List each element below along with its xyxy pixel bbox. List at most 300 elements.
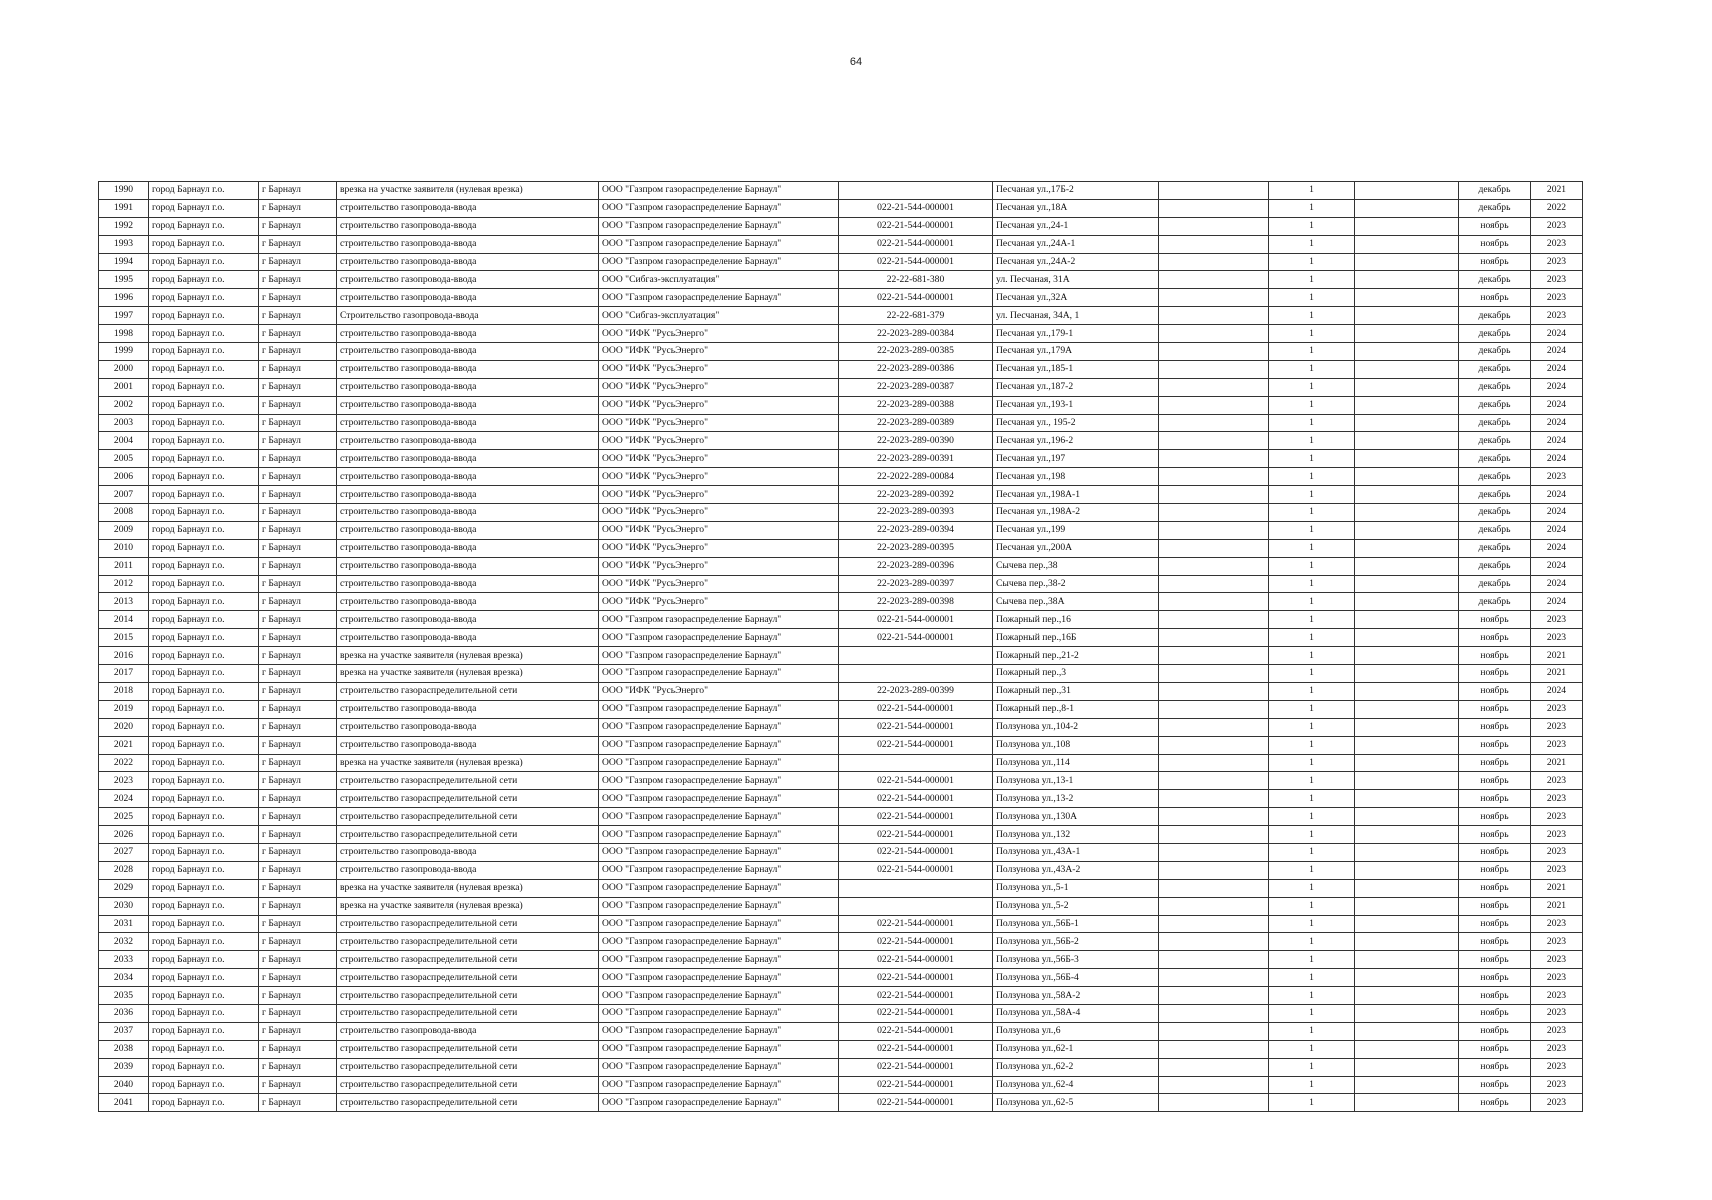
license-number-cell: 22-2023-289-00384 xyxy=(839,325,993,343)
license-number-cell xyxy=(839,879,993,897)
license-number-cell: 022-21-544-000001 xyxy=(839,718,993,736)
license-number-cell: 22-2023-289-00391 xyxy=(839,450,993,468)
empty-cell-cell xyxy=(1159,1094,1269,1112)
year-cell: 2023 xyxy=(1531,1076,1583,1094)
table-row xyxy=(99,557,1583,575)
settlement-cell: г Барнаул xyxy=(259,593,337,611)
work-type-cell: строительство газораспределительной сети xyxy=(337,987,599,1005)
address-cell: Песчаная ул.,24А-2 xyxy=(993,253,1159,271)
settlement-cell: г Барнаул xyxy=(259,486,337,504)
address-cell: Ползунова ул.,130А xyxy=(993,808,1159,826)
year-cell: 2023 xyxy=(1531,611,1583,629)
license-number-cell: 22-2023-289-00396 xyxy=(839,557,993,575)
license-number-cell: 22-22-681-380 xyxy=(839,271,993,289)
work-type-cell: строительство газопровода-ввода xyxy=(337,325,599,343)
municipality-cell: город Барнаул г.о. xyxy=(149,307,259,325)
empty-cell-cell xyxy=(1355,736,1459,754)
month-cell: ноябрь xyxy=(1459,843,1531,861)
row-number-cell: 2017 xyxy=(99,665,149,683)
settlement-cell: г Барнаул xyxy=(259,468,337,486)
work-type-cell: Строительство газопровода-ввода xyxy=(337,307,599,325)
organization-cell: ООО "ИФК "РусьЭнерго" xyxy=(599,593,839,611)
quantity-cell: 1 xyxy=(1269,736,1355,754)
quantity-cell: 1 xyxy=(1269,790,1355,808)
work-type-cell: строительство газопровода-ввода xyxy=(337,736,599,754)
settlement-cell: г Барнаул xyxy=(259,307,337,325)
month-cell: ноябрь xyxy=(1459,253,1531,271)
empty-cell-cell xyxy=(1355,790,1459,808)
year-cell: 2024 xyxy=(1531,486,1583,504)
year-cell: 2024 xyxy=(1531,593,1583,611)
license-number-cell: 022-21-544-000001 xyxy=(839,700,993,718)
work-type-cell: строительство газораспределительной сети xyxy=(337,1076,599,1094)
address-cell: Ползунова ул.,5-1 xyxy=(993,879,1159,897)
settlement-cell: г Барнаул xyxy=(259,861,337,879)
license-number-cell: 022-21-544-000001 xyxy=(839,1076,993,1094)
organization-cell: ООО "ИФК "РусьЭнерго" xyxy=(599,486,839,504)
organization-cell: ООО "ИФК "РусьЭнерго" xyxy=(599,468,839,486)
empty-cell-cell xyxy=(1355,1076,1459,1094)
municipality-cell: город Барнаул г.о. xyxy=(149,396,259,414)
table-row xyxy=(99,772,1583,790)
work-type-cell: строительство газопровода-ввода xyxy=(337,271,599,289)
quantity-cell: 1 xyxy=(1269,772,1355,790)
work-type-cell: строительство газопровода-ввода xyxy=(337,217,599,235)
work-type-cell: строительство газопровода-ввода xyxy=(337,199,599,217)
municipality-cell: город Барнаул г.о. xyxy=(149,772,259,790)
license-number-cell: 022-21-544-000001 xyxy=(839,772,993,790)
year-cell: 2023 xyxy=(1531,987,1583,1005)
address-cell: Песчаная ул.,24-1 xyxy=(993,217,1159,235)
municipality-cell: город Барнаул г.о. xyxy=(149,915,259,933)
municipality-cell: город Барнаул г.о. xyxy=(149,325,259,343)
address-cell: Песчаная ул.,18А xyxy=(993,199,1159,217)
license-number-cell: 022-21-544-000001 xyxy=(839,611,993,629)
settlement-cell: г Барнаул xyxy=(259,826,337,844)
row-number-cell: 2041 xyxy=(99,1094,149,1112)
quantity-cell: 1 xyxy=(1269,468,1355,486)
work-type-cell: строительство газопровода-ввода xyxy=(337,432,599,450)
municipality-cell: город Барнаул г.о. xyxy=(149,575,259,593)
empty-cell-cell xyxy=(1355,539,1459,557)
empty-cell-cell xyxy=(1355,593,1459,611)
table-row xyxy=(99,504,1583,522)
work-type-cell: строительство газопровода-ввода xyxy=(337,557,599,575)
address-cell: ул. Песчаная, 31А xyxy=(993,271,1159,289)
address-cell: Песчаная ул.,17Б-2 xyxy=(993,182,1159,200)
empty-cell-cell xyxy=(1159,1004,1269,1022)
municipality-cell: город Барнаул г.о. xyxy=(149,843,259,861)
row-number-cell: 2029 xyxy=(99,879,149,897)
address-cell: Пожарный пер.,16 xyxy=(993,611,1159,629)
year-cell: 2023 xyxy=(1531,790,1583,808)
month-cell: декабрь xyxy=(1459,307,1531,325)
quantity-cell: 1 xyxy=(1269,951,1355,969)
organization-cell: ООО "Газпром газораспределение Барнаул" xyxy=(599,700,839,718)
month-cell: ноябрь xyxy=(1459,951,1531,969)
empty-cell-cell xyxy=(1159,772,1269,790)
empty-cell-cell xyxy=(1159,217,1269,235)
row-number-cell: 2034 xyxy=(99,969,149,987)
empty-cell-cell xyxy=(1159,360,1269,378)
month-cell: ноябрь xyxy=(1459,987,1531,1005)
organization-cell: ООО "Сибгаз-эксплуатация" xyxy=(599,307,839,325)
license-number-cell: 022-21-544-000001 xyxy=(839,1040,993,1058)
row-number-cell: 2019 xyxy=(99,700,149,718)
organization-cell: ООО "Газпром газораспределение Барнаул" xyxy=(599,969,839,987)
quantity-cell: 1 xyxy=(1269,557,1355,575)
table-row xyxy=(99,182,1583,200)
table-row xyxy=(99,271,1583,289)
table-row xyxy=(99,575,1583,593)
settlement-cell: г Барнаул xyxy=(259,987,337,1005)
settlement-cell: г Барнаул xyxy=(259,969,337,987)
settlement-cell: г Барнаул xyxy=(259,414,337,432)
settlement-cell: г Барнаул xyxy=(259,897,337,915)
settlement-cell: г Барнаул xyxy=(259,665,337,683)
empty-cell-cell xyxy=(1159,826,1269,844)
organization-cell: ООО "Газпром газораспределение Барнаул" xyxy=(599,1076,839,1094)
municipality-cell: город Барнаул г.о. xyxy=(149,736,259,754)
address-cell: Ползунова ул.,56Б-4 xyxy=(993,969,1159,987)
quantity-cell: 1 xyxy=(1269,700,1355,718)
address-cell: Ползунова ул.,58А-4 xyxy=(993,1004,1159,1022)
municipality-cell: город Барнаул г.о. xyxy=(149,235,259,253)
empty-cell-cell xyxy=(1355,450,1459,468)
row-number-cell: 2037 xyxy=(99,1022,149,1040)
year-cell: 2023 xyxy=(1531,271,1583,289)
empty-cell-cell xyxy=(1159,843,1269,861)
year-cell: 2023 xyxy=(1531,772,1583,790)
settlement-cell: г Барнаул xyxy=(259,1076,337,1094)
organization-cell: ООО "Газпром газораспределение Барнаул" xyxy=(599,217,839,235)
work-type-cell: врезка на участке заявителя (нулевая врезка) xyxy=(337,754,599,772)
empty-cell-cell xyxy=(1159,700,1269,718)
organization-cell: ООО "Газпром газораспределение Барнаул" xyxy=(599,736,839,754)
address-cell: Сычева пер.,38А xyxy=(993,593,1159,611)
table-row xyxy=(99,199,1583,217)
month-cell: ноябрь xyxy=(1459,754,1531,772)
registry-table xyxy=(98,181,1583,1112)
quantity-cell: 1 xyxy=(1269,665,1355,683)
settlement-cell: г Барнаул xyxy=(259,951,337,969)
year-cell: 2023 xyxy=(1531,217,1583,235)
empty-cell-cell xyxy=(1355,665,1459,683)
municipality-cell: город Барнаул г.о. xyxy=(149,897,259,915)
empty-cell-cell xyxy=(1355,360,1459,378)
address-cell: Ползунова ул.,43А-1 xyxy=(993,843,1159,861)
month-cell: декабрь xyxy=(1459,325,1531,343)
month-cell: ноябрь xyxy=(1459,915,1531,933)
month-cell: декабрь xyxy=(1459,414,1531,432)
month-cell: декабрь xyxy=(1459,504,1531,522)
empty-cell-cell xyxy=(1159,682,1269,700)
empty-cell-cell xyxy=(1355,432,1459,450)
table-row xyxy=(99,450,1583,468)
table-row xyxy=(99,217,1583,235)
settlement-cell: г Барнаул xyxy=(259,647,337,665)
organization-cell: ООО "ИФК "РусьЭнерго" xyxy=(599,360,839,378)
work-type-cell: врезка на участке заявителя (нулевая врезка) xyxy=(337,647,599,665)
empty-cell-cell xyxy=(1159,521,1269,539)
settlement-cell: г Барнаул xyxy=(259,808,337,826)
month-cell: ноябрь xyxy=(1459,790,1531,808)
empty-cell-cell xyxy=(1355,557,1459,575)
quantity-cell: 1 xyxy=(1269,987,1355,1005)
license-number-cell: 022-21-544-000001 xyxy=(839,826,993,844)
license-number-cell: 022-21-544-000001 xyxy=(839,969,993,987)
settlement-cell: г Барнаул xyxy=(259,450,337,468)
empty-cell-cell xyxy=(1159,647,1269,665)
table-row xyxy=(99,790,1583,808)
license-number-cell: 022-21-544-000001 xyxy=(839,987,993,1005)
organization-cell: ООО "ИФК "РусьЭнерго" xyxy=(599,432,839,450)
license-number-cell: 22-22-681-379 xyxy=(839,307,993,325)
table-row xyxy=(99,325,1583,343)
row-number-cell: 1991 xyxy=(99,199,149,217)
table-row xyxy=(99,468,1583,486)
month-cell: ноябрь xyxy=(1459,289,1531,307)
municipality-cell: город Барнаул г.о. xyxy=(149,629,259,647)
year-cell: 2023 xyxy=(1531,1022,1583,1040)
settlement-cell: г Барнаул xyxy=(259,289,337,307)
settlement-cell: г Барнаул xyxy=(259,1058,337,1076)
quantity-cell: 1 xyxy=(1269,289,1355,307)
month-cell: ноябрь xyxy=(1459,665,1531,683)
month-cell: ноябрь xyxy=(1459,1022,1531,1040)
municipality-cell: город Барнаул г.о. xyxy=(149,951,259,969)
work-type-cell: строительство газопровода-ввода xyxy=(337,360,599,378)
month-cell: декабрь xyxy=(1459,360,1531,378)
organization-cell: ООО "ИФК "РусьЭнерго" xyxy=(599,521,839,539)
row-number-cell: 2007 xyxy=(99,486,149,504)
settlement-cell: г Барнаул xyxy=(259,933,337,951)
empty-cell-cell xyxy=(1355,199,1459,217)
organization-cell: ООО "ИФК "РусьЭнерго" xyxy=(599,414,839,432)
row-number-cell: 2033 xyxy=(99,951,149,969)
table-row xyxy=(99,915,1583,933)
row-number-cell: 2000 xyxy=(99,360,149,378)
settlement-cell: г Барнаул xyxy=(259,396,337,414)
empty-cell-cell xyxy=(1159,879,1269,897)
table-row xyxy=(99,843,1583,861)
empty-cell-cell xyxy=(1355,772,1459,790)
settlement-cell: г Барнаул xyxy=(259,790,337,808)
row-number-cell: 2039 xyxy=(99,1058,149,1076)
work-type-cell: строительство газопровода-ввода xyxy=(337,253,599,271)
empty-cell-cell xyxy=(1355,700,1459,718)
license-number-cell xyxy=(839,647,993,665)
municipality-cell: город Барнаул г.о. xyxy=(149,1058,259,1076)
month-cell: ноябрь xyxy=(1459,879,1531,897)
year-cell: 2024 xyxy=(1531,539,1583,557)
quantity-cell: 1 xyxy=(1269,432,1355,450)
settlement-cell: г Барнаул xyxy=(259,199,337,217)
empty-cell-cell xyxy=(1159,718,1269,736)
empty-cell-cell xyxy=(1159,736,1269,754)
organization-cell: ООО "Газпром газораспределение Барнаул" xyxy=(599,808,839,826)
year-cell: 2023 xyxy=(1531,951,1583,969)
empty-cell-cell xyxy=(1159,611,1269,629)
empty-cell-cell xyxy=(1159,450,1269,468)
row-number-cell: 2010 xyxy=(99,539,149,557)
address-cell: Ползунова ул.,13-2 xyxy=(993,790,1159,808)
settlement-cell: г Барнаул xyxy=(259,682,337,700)
municipality-cell: город Барнаул г.о. xyxy=(149,665,259,683)
empty-cell-cell xyxy=(1355,378,1459,396)
address-cell: Песчаная ул.,32А xyxy=(993,289,1159,307)
quantity-cell: 1 xyxy=(1269,879,1355,897)
empty-cell-cell xyxy=(1159,629,1269,647)
empty-cell-cell xyxy=(1355,486,1459,504)
month-cell: ноябрь xyxy=(1459,736,1531,754)
row-number-cell: 2014 xyxy=(99,611,149,629)
table-row xyxy=(99,307,1583,325)
address-cell: Песчаная ул.,24А-1 xyxy=(993,235,1159,253)
month-cell: декабрь xyxy=(1459,486,1531,504)
work-type-cell: строительство газопровода-ввода xyxy=(337,378,599,396)
municipality-cell: город Барнаул г.о. xyxy=(149,718,259,736)
municipality-cell: город Барнаул г.о. xyxy=(149,1022,259,1040)
license-number-cell: 022-21-544-000001 xyxy=(839,1058,993,1076)
municipality-cell: город Барнаул г.о. xyxy=(149,378,259,396)
row-number-cell: 2021 xyxy=(99,736,149,754)
table-row xyxy=(99,665,1583,683)
month-cell: декабрь xyxy=(1459,432,1531,450)
quantity-cell: 1 xyxy=(1269,199,1355,217)
settlement-cell: г Барнаул xyxy=(259,253,337,271)
empty-cell-cell xyxy=(1355,414,1459,432)
year-cell: 2023 xyxy=(1531,307,1583,325)
table-row xyxy=(99,1058,1583,1076)
address-cell: Песчаная ул.,198А-2 xyxy=(993,504,1159,522)
table-row xyxy=(99,718,1583,736)
quantity-cell: 1 xyxy=(1269,360,1355,378)
empty-cell-cell xyxy=(1355,897,1459,915)
work-type-cell: строительство газораспределительной сети xyxy=(337,808,599,826)
quantity-cell: 1 xyxy=(1269,396,1355,414)
organization-cell: ООО "Газпром газораспределение Барнаул" xyxy=(599,253,839,271)
year-cell: 2024 xyxy=(1531,450,1583,468)
settlement-cell: г Барнаул xyxy=(259,879,337,897)
work-type-cell: строительство газораспределительной сети xyxy=(337,790,599,808)
table-row xyxy=(99,700,1583,718)
table-row xyxy=(99,897,1583,915)
month-cell: ноябрь xyxy=(1459,647,1531,665)
empty-cell-cell xyxy=(1355,235,1459,253)
empty-cell-cell xyxy=(1355,951,1459,969)
year-cell: 2023 xyxy=(1531,1004,1583,1022)
organization-cell: ООО "ИФК "РусьЭнерго" xyxy=(599,343,839,361)
month-cell: ноябрь xyxy=(1459,1004,1531,1022)
settlement-cell: г Барнаул xyxy=(259,235,337,253)
settlement-cell: г Барнаул xyxy=(259,378,337,396)
address-cell: Ползунова ул.,13-1 xyxy=(993,772,1159,790)
address-cell: Ползунова ул.,56Б-3 xyxy=(993,951,1159,969)
license-number-cell: 022-21-544-000001 xyxy=(839,861,993,879)
work-type-cell: строительство газопровода-ввода xyxy=(337,396,599,414)
row-number-cell: 2024 xyxy=(99,790,149,808)
quantity-cell: 1 xyxy=(1269,593,1355,611)
organization-cell: ООО "Газпром газораспределение Барнаул" xyxy=(599,1040,839,1058)
row-number-cell: 2005 xyxy=(99,450,149,468)
table-row xyxy=(99,343,1583,361)
municipality-cell: город Барнаул г.о. xyxy=(149,826,259,844)
empty-cell-cell xyxy=(1355,1004,1459,1022)
municipality-cell: город Барнаул г.о. xyxy=(149,987,259,1005)
year-cell: 2022 xyxy=(1531,199,1583,217)
year-cell: 2024 xyxy=(1531,432,1583,450)
work-type-cell: строительство газораспределительной сети xyxy=(337,951,599,969)
month-cell: декабрь xyxy=(1459,557,1531,575)
row-number-cell: 2023 xyxy=(99,772,149,790)
organization-cell: ООО "Газпром газораспределение Барнаул" xyxy=(599,879,839,897)
organization-cell: ООО "Газпром газораспределение Барнаул" xyxy=(599,647,839,665)
quantity-cell: 1 xyxy=(1269,539,1355,557)
year-cell: 2021 xyxy=(1531,647,1583,665)
empty-cell-cell xyxy=(1355,611,1459,629)
address-cell: Песчаная ул.,179А xyxy=(993,343,1159,361)
row-number-cell: 2016 xyxy=(99,647,149,665)
month-cell: ноябрь xyxy=(1459,826,1531,844)
municipality-cell: город Барнаул г.о. xyxy=(149,700,259,718)
quantity-cell: 1 xyxy=(1269,253,1355,271)
year-cell: 2023 xyxy=(1531,969,1583,987)
settlement-cell: г Барнаул xyxy=(259,539,337,557)
month-cell: ноябрь xyxy=(1459,1076,1531,1094)
license-number-cell: 22-2023-289-00395 xyxy=(839,539,993,557)
table-row xyxy=(99,826,1583,844)
year-cell: 2023 xyxy=(1531,808,1583,826)
year-cell: 2023 xyxy=(1531,289,1583,307)
year-cell: 2024 xyxy=(1531,414,1583,432)
empty-cell-cell xyxy=(1355,1094,1459,1112)
empty-cell-cell xyxy=(1355,1058,1459,1076)
row-number-cell: 2040 xyxy=(99,1076,149,1094)
empty-cell-cell xyxy=(1355,969,1459,987)
address-cell: Песчаная ул.,196-2 xyxy=(993,432,1159,450)
empty-cell-cell xyxy=(1159,199,1269,217)
empty-cell-cell xyxy=(1355,468,1459,486)
municipality-cell: город Барнаул г.о. xyxy=(149,182,259,200)
address-cell: Сычева пер.,38-2 xyxy=(993,575,1159,593)
license-number-cell: 22-2023-289-00397 xyxy=(839,575,993,593)
row-number-cell: 2031 xyxy=(99,915,149,933)
work-type-cell: строительство газораспределительной сети xyxy=(337,933,599,951)
settlement-cell: г Барнаул xyxy=(259,432,337,450)
empty-cell-cell xyxy=(1159,396,1269,414)
work-type-cell: строительство газопровода-ввода xyxy=(337,843,599,861)
address-cell: Песчаная ул., 195-2 xyxy=(993,414,1159,432)
row-number-cell: 2025 xyxy=(99,808,149,826)
table-row xyxy=(99,432,1583,450)
municipality-cell: город Барнаул г.о. xyxy=(149,521,259,539)
year-cell: 2024 xyxy=(1531,575,1583,593)
month-cell: декабрь xyxy=(1459,521,1531,539)
table-row xyxy=(99,951,1583,969)
month-cell: ноябрь xyxy=(1459,969,1531,987)
row-number-cell: 2020 xyxy=(99,718,149,736)
settlement-cell: г Барнаул xyxy=(259,700,337,718)
quantity-cell: 1 xyxy=(1269,611,1355,629)
license-number-cell: 22-2023-289-00392 xyxy=(839,486,993,504)
table-row xyxy=(99,647,1583,665)
municipality-cell: город Барнаул г.о. xyxy=(149,271,259,289)
year-cell: 2023 xyxy=(1531,718,1583,736)
row-number-cell: 2001 xyxy=(99,378,149,396)
license-number-cell: 022-21-544-000001 xyxy=(839,199,993,217)
month-cell: декабрь xyxy=(1459,575,1531,593)
